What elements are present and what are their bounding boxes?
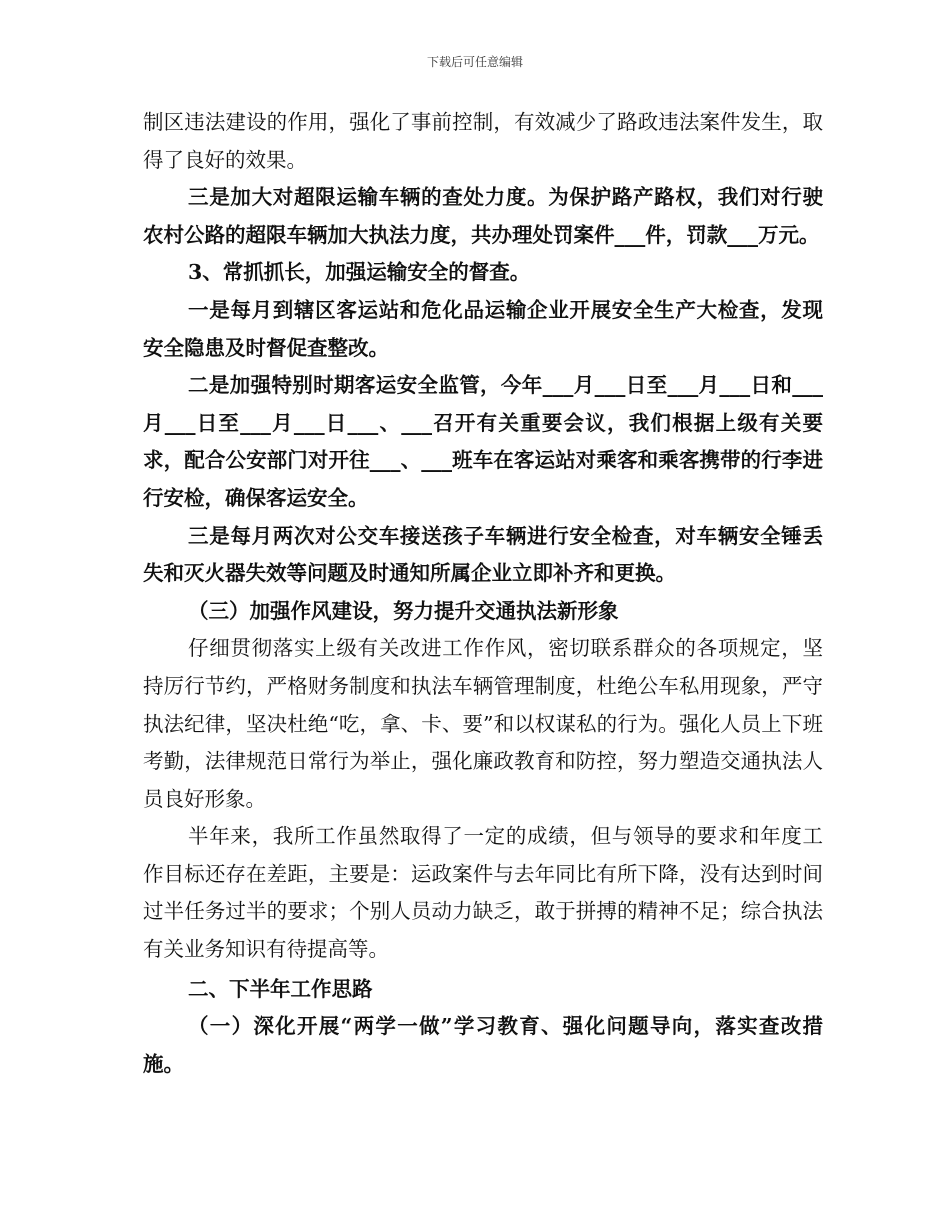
paragraph-transport-safety-heading: 3、常抓抓长，加强运输安全的督查。 xyxy=(188,260,531,285)
subsection-heading-study-education: （一）深化开展“两学一做”学习教育、强化问题导向，落实查改措施。 xyxy=(143,1014,823,1076)
document-body xyxy=(143,104,823,1083)
section-heading-work-style: （三）加强作风建设，努力提升交通执法新形象 xyxy=(188,598,619,623)
paragraph-special-period-supervision: 二是加强特别时期客运安全监管，今年___月___日至___月___日和___月___日至___月___日___、___召开有关重要会议，我们根据上级有关要求，配合公安部门对开往___、___班车在客运站对乘客和乘客携带的行李进行安检，确保客运安全。 xyxy=(143,373,823,510)
paragraph-school-bus-inspection: 三是每月两次对公交车接送孩子车辆进行安全检查，对车辆安全锤丢失和灭火器失效等问题及时通知所属企业立即补齐和更换。 xyxy=(143,523,823,586)
paragraph-continuation: 制区违法建设的作用，强化了事前控制，有效减少了路政违法案件发生，取得了良好的效果。 xyxy=(143,110,823,172)
paragraph-work-style: 仔细贯彻落实上级有关改进工作作风，密切联系群众的各项规定，坚持厉行节约，严格财务制度和执法车辆管理制度，杜绝公车私用现象，严守执法纪律，坚决杜绝“吃，拿、卡、要”和以权谋私的行为。强化人员上下班考勤，法律规范日常行为举止，强化廉政教育和防控，努力塑造交通执法人员良好形象。 xyxy=(143,636,823,811)
page-header: 下载后可任意编辑 xyxy=(426,55,523,69)
section-heading-second-half-plan: 二、下半年工作思路 xyxy=(188,976,373,1001)
paragraph-overload-enforcement: 三是加大对超限运输车辆的查处力度。为保护路产路权，我们对行驶农村公路的超限车辆加大执法力度，共办理处罚案件___件，罚款___万元。 xyxy=(143,185,823,247)
paragraph-monthly-inspection: 一是每月到辖区客运站和危化品运输企业开展安全生产大检查，发现安全隐患及时督促查整改。 xyxy=(143,297,823,360)
paragraph-half-year-summary: 半年来，我所工作虽然取得了一定的成绩，但与领导的要求和年度工作目标还存在差距，主要是：运政案件与去年同比有所下降，没有达到时间过半任务过半的要求；个别人员动力缺乏，敢于拼搏的精神不足；综合执法有关业务知识有待提高等。 xyxy=(143,824,823,962)
